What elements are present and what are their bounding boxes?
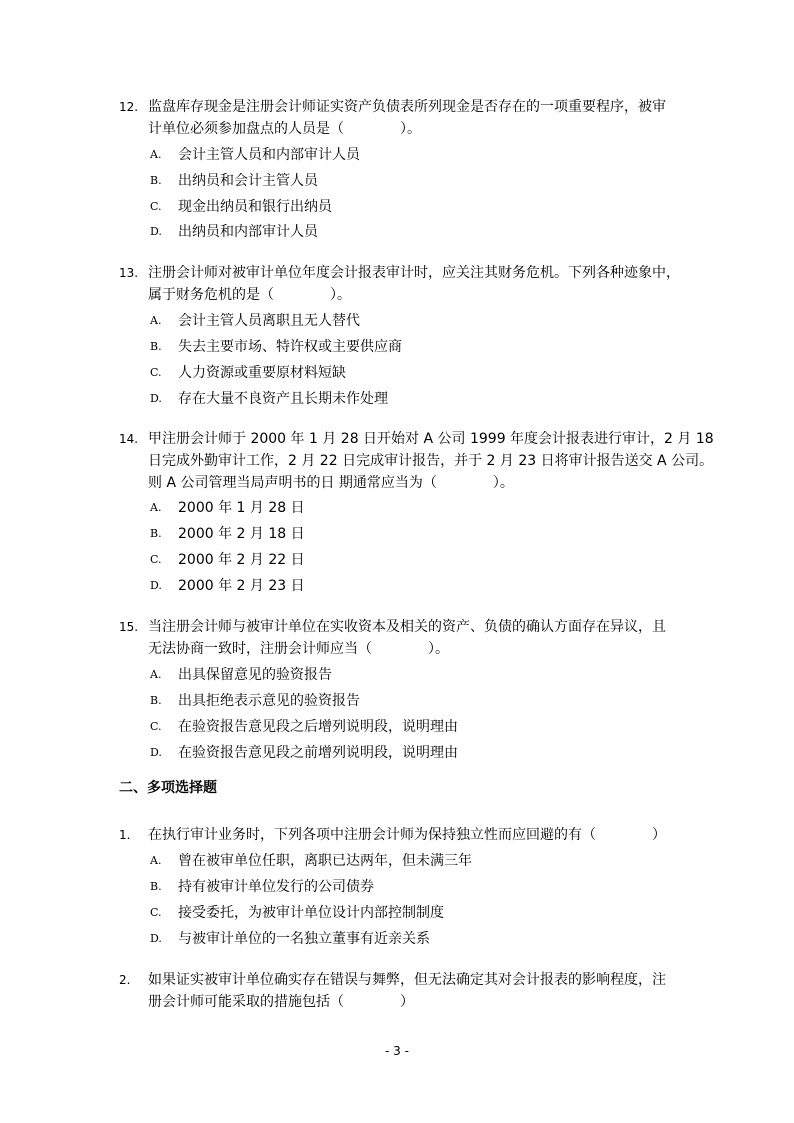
option-text: 2000 年 1 月 28 日 (178, 500, 305, 516)
question-text: 如果证实被审计单位确实存在错误与舞弊，但无法确定其对会计报表的影响程度，注 (148, 972, 666, 988)
option-letter: A. (150, 148, 162, 161)
option-letter: B. (150, 880, 162, 893)
question-text: 册会计师可能采取的措施包括（ ） (148, 994, 414, 1010)
option-text: 存在大量不良资产且长期未作处理 (178, 391, 388, 407)
option-text: 曾在被审单位任职，离职已达两年，但未满三年 (178, 853, 472, 869)
option-text: 在验资报告意见段之后增列说明段，说明理由 (178, 719, 458, 735)
option-text: 现金出纳员和银行出纳员 (178, 199, 332, 215)
question-number: 13. (119, 266, 139, 280)
option-letter: C. (150, 906, 162, 919)
option-text: 2000 年 2 月 18 日 (178, 526, 305, 542)
question-number: 1. (119, 828, 131, 842)
question-text: 监盘库存现金是注册会计师证实资产负债表所列现金是否存在的一项重要程序，被审 (148, 99, 666, 115)
option-letter: A. (150, 854, 162, 867)
question-text: 计单位必须参加盘点的人员是（ ）。 (148, 121, 421, 137)
option-letter: A. (150, 668, 162, 681)
option-letter: D. (150, 579, 162, 592)
question-number: 12. (119, 100, 139, 114)
option-letter: D. (150, 392, 162, 405)
question-number: 15. (119, 620, 139, 634)
option-text: 人力资源或重要原材料短缺 (178, 365, 346, 381)
option-text: 会计主管人员离职且无人替代 (178, 313, 360, 329)
page-number: - 3 - (385, 1044, 409, 1058)
option-text: 2000 年 2 月 23 日 (178, 578, 305, 594)
option-text: 出具保留意见的验资报告 (178, 667, 332, 683)
question-text: 甲注册会计师于 2000 年 1 月 28 日开始对 A 公司 1999 年度会计报表进行审计，2 月 18 (148, 431, 714, 447)
option-letter: A. (150, 314, 162, 327)
option-letter: A. (150, 501, 162, 514)
question-text: 注册会计师对被审计单位年度会计报表审计时，应关注其财务危机。下列各种迹象中， (148, 265, 680, 281)
option-text: 出纳员和内部审计人员 (178, 224, 318, 240)
option-text: 与被审计单位的一名独立董事有近亲关系 (178, 931, 430, 947)
question-text: 当注册会计师与被审计单位在实收资本及相关的资产、负债的确认方面存在异议，且 (148, 619, 666, 635)
option-letter: C. (150, 553, 162, 566)
option-letter: B. (150, 527, 162, 540)
question-number: 14. (119, 432, 139, 446)
option-letter: D. (150, 932, 162, 945)
option-letter: B. (150, 694, 162, 707)
question-text: 在执行审计业务时，下列各项中注册会计师为保持独立性而应回避的有（ ） (148, 827, 666, 843)
option-letter: B. (150, 174, 162, 187)
question-number: 2. (119, 973, 131, 987)
question-text: 则 A 公司管理当局声明书的日 期通常应当为（ ）。 (148, 475, 514, 491)
option-letter: D. (150, 746, 162, 759)
option-text: 在验资报告意见段之前增列说明段，说明理由 (178, 745, 458, 761)
section-heading: 二、多项选择题 (119, 780, 217, 796)
option-text: 2000 年 2 月 22 日 (178, 552, 305, 568)
option-letter: C. (150, 200, 162, 213)
option-letter: C. (150, 366, 162, 379)
option-text: 出具拒绝表示意见的验资报告 (178, 693, 360, 709)
option-text: 会计主管人员和内部审计人员 (178, 147, 360, 163)
option-text: 持有被审计单位发行的公司债券 (178, 879, 374, 895)
option-text: 出纳员和会计主管人员 (178, 173, 318, 189)
option-letter: D. (150, 225, 162, 238)
option-letter: B. (150, 340, 162, 353)
question-text: 日完成外勤审计工作，2 月 22 日完成审计报告，并于 2 月 23 日将审计报告送交 A 公司。 (148, 453, 714, 469)
option-text: 失去主要市场、特许权或主要供应商 (178, 339, 402, 355)
question-text: 无法协商一致时，注册会计师应当（ ）。 (148, 641, 449, 657)
question-text: 属于财务危机的是（ ）。 (148, 287, 351, 303)
option-text: 接受委托，为被审计单位设计内部控制制度 (178, 905, 444, 921)
option-letter: C. (150, 720, 162, 733)
